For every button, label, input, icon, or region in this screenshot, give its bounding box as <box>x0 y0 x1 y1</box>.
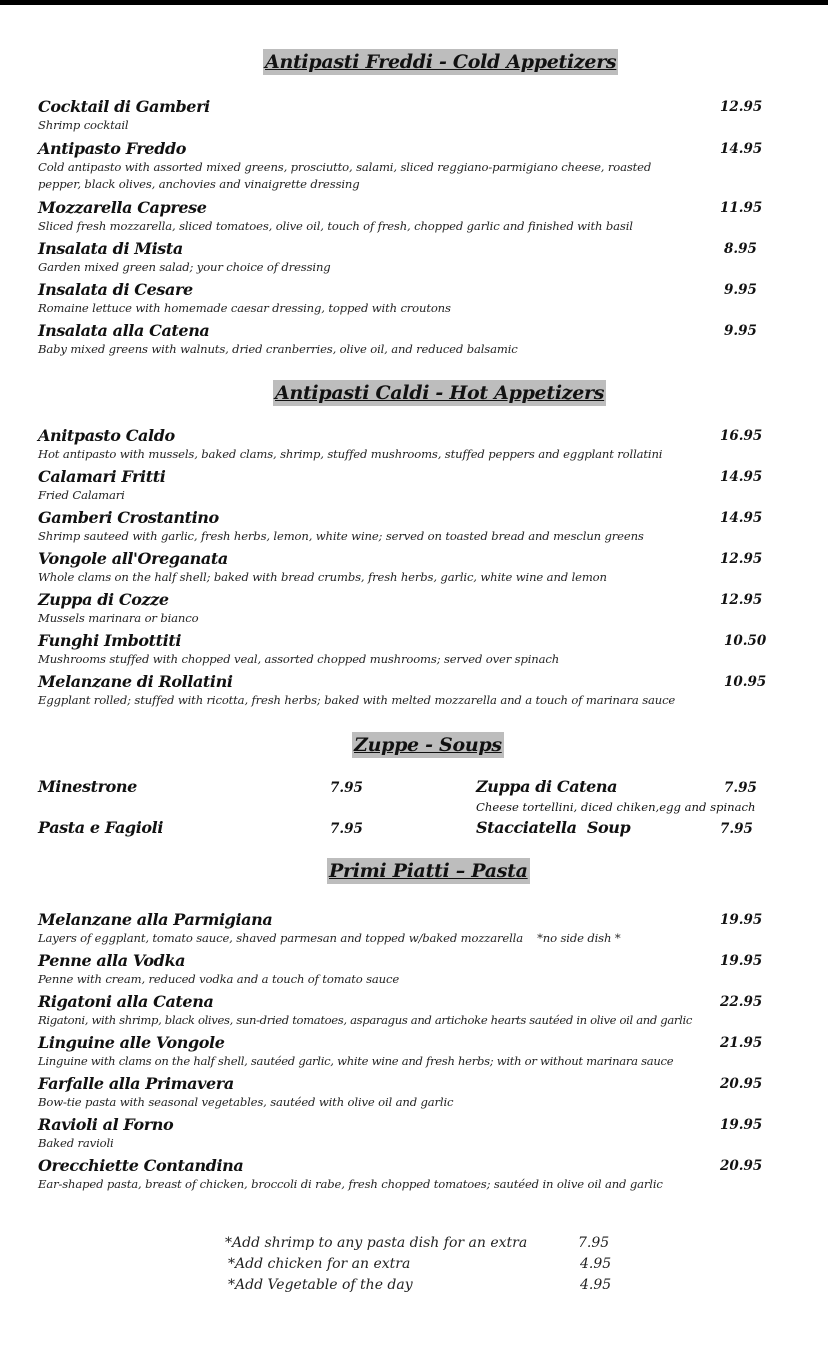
item-price: 9.95 <box>724 282 757 298</box>
item-price: 19.95 <box>720 953 763 969</box>
addon-price: 4.95 <box>580 1277 612 1293</box>
item-price: 11.95 <box>720 200 763 216</box>
menu-item <box>38 1074 763 1111</box>
item-description: Sliced fresh mozzarella, sliced tomatoes, olive oil, touch of fresh, chopped garlic and finished with basil <box>38 219 633 233</box>
menu-item <box>38 280 758 317</box>
item-description: Shrimp cocktail <box>38 118 129 132</box>
item-name: Antipasto Freddo <box>38 139 187 158</box>
item-name: Rigatoni alla Catena <box>38 992 214 1011</box>
menu-item <box>38 1156 763 1193</box>
item-description: Hot antipasto with mussels, baked clams, shrimp, stuffed mushrooms, stuffed peppers and eggplant rollatini <box>38 447 663 461</box>
item-price: 16.95 <box>720 428 763 444</box>
menu-item <box>38 467 763 504</box>
section-heading-pasta: Primi Piatti – Pasta <box>329 860 528 882</box>
item-name: Vongole all'Oreganata <box>38 549 228 568</box>
item-price: 22.95 <box>720 994 763 1010</box>
item-description: Linguine with clams on the half shell, sautéed garlic, white wine and fresh herbs; with or without marinara sauce <box>38 1054 674 1068</box>
addon-price: 4.95 <box>580 1256 612 1272</box>
item-price: 9.95 <box>724 323 757 339</box>
item-name: Funghi Imbottiti <box>38 631 182 650</box>
soup-name: Pasta e Fagioli <box>38 818 164 837</box>
menu-item <box>38 139 763 193</box>
menu-item <box>38 426 763 463</box>
menu-item <box>38 672 767 709</box>
soup-name: Minestrone <box>38 777 137 796</box>
item-price: 12.95 <box>720 551 763 567</box>
menu-item <box>38 631 767 668</box>
item-description: Eggplant rolled; stuffed with ricotta, fresh herbs; baked with melted mozzarella and a touch of marinara sauce <box>38 693 676 707</box>
item-price: 12.95 <box>720 99 763 115</box>
menu-item <box>38 508 763 545</box>
menu-item <box>38 239 758 276</box>
item-price: 14.95 <box>720 510 763 526</box>
item-description: Rigatoni, with shrimp, black olives, sun-dried tomatoes, asparagus and artichoke hearts sautéed in olive oil and garlic <box>38 1013 692 1027</box>
menu-item <box>38 1033 763 1070</box>
menu-item <box>38 590 763 627</box>
menu-item <box>38 198 763 235</box>
menu-item <box>38 549 763 586</box>
addon-price: 7.95 <box>578 1235 610 1251</box>
soup-price: 7.95 <box>720 821 753 837</box>
item-price: 20.95 <box>720 1076 763 1092</box>
item-name: Insalata di Mista <box>38 239 183 258</box>
menu-item <box>38 910 763 947</box>
item-name: Gamberi Crostantino <box>38 508 219 527</box>
item-description: Mussels marinara or bianco <box>38 611 199 625</box>
item-description: Whole clams on the half shell; baked with bread crumbs, fresh herbs, garlic, white wine and lemon <box>38 570 607 584</box>
item-name: Ravioli al Forno <box>38 1115 174 1134</box>
addon-label: *Add chicken for an extra <box>228 1256 411 1272</box>
item-name: Insalata di Cesare <box>38 280 193 299</box>
item-price: 14.95 <box>720 469 763 485</box>
item-price: 12.95 <box>720 592 763 608</box>
item-price: 10.95 <box>724 674 767 690</box>
item-price: 19.95 <box>720 1117 763 1133</box>
addon-label: *Add Vegetable of the day <box>228 1277 413 1293</box>
item-name: Calamari Fritti <box>38 467 166 486</box>
item-name: Orecchiette Contandina <box>38 1156 244 1175</box>
soup-price: 7.95 <box>330 780 363 796</box>
section-heading-cold: Antipasti Freddi - Cold Appetizers <box>265 51 617 73</box>
item-name: Penne alla Vodka <box>38 951 186 970</box>
item-name: Zuppa di Cozze <box>38 590 169 609</box>
soup-price: 7.95 <box>330 821 363 837</box>
item-price: 14.95 <box>720 141 763 157</box>
item-name: Melanzane di Rollatini <box>38 672 233 691</box>
item-price: 8.95 <box>724 241 757 257</box>
soup-name: Zuppa di Catena <box>476 777 618 796</box>
item-description: Baby mixed greens with walnuts, dried cranberries, olive oil, and reduced balsamic <box>38 342 518 356</box>
soup-price: 7.95 <box>724 780 757 796</box>
top-border <box>0 0 828 5</box>
item-price: 19.95 <box>720 912 763 928</box>
item-name: Melanzane alla Parmigiana <box>38 910 273 929</box>
item-description: Layers of eggplant, tomato sauce, shaved parmesan and topped w/baked mozzarella *no side dish * <box>38 931 621 945</box>
soup-description: Cheese tortellini, diced chiken,egg and spinach <box>476 800 756 814</box>
item-name: Farfalle alla Primavera <box>38 1074 234 1093</box>
section-heading-soups: Zuppe - Soups <box>354 734 502 756</box>
item-name: Cocktail di Gamberi <box>38 97 210 116</box>
section-heading-hot: Antipasti Caldi - Hot Appetizers <box>275 382 605 404</box>
addon-label: *Add shrimp to any pasta dish for an extra <box>225 1235 528 1251</box>
item-description: Penne with cream, reduced vodka and a touch of tomato sauce <box>38 972 400 986</box>
item-description: Romaine lettuce with homemade caesar dressing, topped with croutons <box>38 301 451 315</box>
item-description: Bow-tie pasta with seasonal vegetables, sautéed with olive oil and garlic <box>38 1095 454 1109</box>
item-name: Anitpasto Caldo <box>38 426 175 445</box>
menu-item <box>38 951 763 988</box>
menu-item <box>38 321 758 358</box>
item-description: Baked ravioli <box>38 1136 114 1150</box>
item-description: Cold antipasto with assorted mixed greens, prosciutto, salami, sliced reggiano-parmigiano cheese, roasted pepper, black olives, anchovies and vinaigrette dressing <box>38 160 652 191</box>
item-description: Garden mixed green salad; your choice of dressing <box>38 260 331 274</box>
soup-name: Stacciatella Soup <box>476 818 631 837</box>
item-name: Mozzarella Caprese <box>38 198 207 217</box>
item-description: Ear-shaped pasta, breast of chicken, broccoli di rabe, fresh chopped tomatoes; sautéed in olive oil and garlic <box>38 1177 663 1191</box>
item-price: 10.50 <box>724 633 767 649</box>
item-price: 20.95 <box>720 1158 763 1174</box>
menu-item <box>38 97 763 134</box>
item-description: Shrimp sauteed with garlic, fresh herbs, lemon, white wine; served on toasted bread and mesclun greens <box>38 529 644 543</box>
menu-item <box>38 1115 763 1152</box>
item-description: Fried Calamari <box>38 488 125 502</box>
item-name: Linguine alle Vongole <box>38 1033 225 1052</box>
item-price: 21.95 <box>720 1035 763 1051</box>
item-description: Mushrooms stuffed with chopped veal, assorted chopped mushrooms; served over spinach <box>38 652 560 666</box>
menu-item <box>38 992 763 1029</box>
item-name: Insalata alla Catena <box>38 321 210 340</box>
